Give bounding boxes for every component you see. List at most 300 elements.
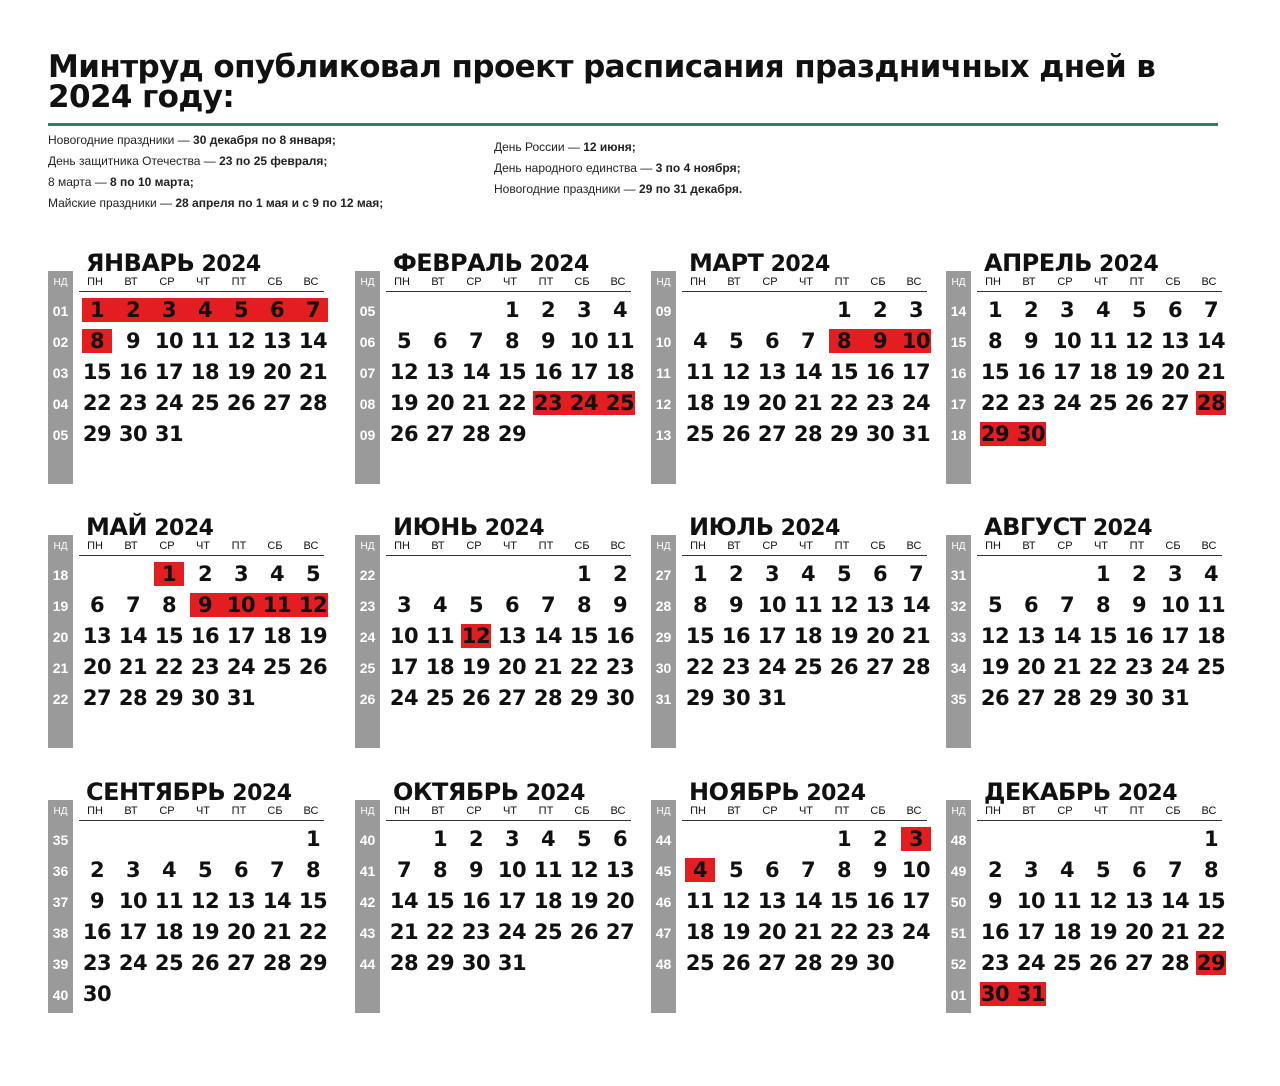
weekday-label: ЧТ [1093,276,1109,288]
weekday-label: ПТ [1129,540,1145,552]
day-cell: 6 [872,562,888,586]
day-cell: 11 [605,329,635,353]
day-cell: 19 [569,889,599,913]
day-cell: 12 [389,360,419,384]
day-cell: 28 [1196,391,1226,415]
month-name: ИЮЛЬ [689,513,774,541]
day-cell: 16 [533,360,563,384]
weekday-label: ВТ [431,805,445,817]
week-number: 11 [656,365,671,381]
month-year: 2024 [194,252,261,277]
weekday-label: ПТ [231,540,247,552]
day-cell: 27 [262,391,292,415]
day-cell: 16 [980,920,1010,944]
weekday-divider [79,291,324,292]
day-cell: 10 [757,593,787,617]
day-cell: 16 [1016,360,1046,384]
week-number: 51 [950,925,967,941]
week-number: 03 [52,365,69,381]
week-number: 18 [52,567,69,583]
month-year: 2024 [477,516,545,541]
day-cell: 4 [432,593,448,617]
day-cell: 2 [540,298,556,322]
day-cell: 29 [1196,951,1226,975]
day-cell: 22 [154,655,184,679]
week-number: 04 [52,396,69,412]
week-number: 50 [950,894,967,910]
week-number: 48 [655,956,672,972]
day-cell: 15 [829,360,859,384]
day-cell: 5 [233,298,249,322]
day-cell: 16 [865,360,895,384]
day-cell: 21 [461,391,491,415]
day-cell: 18 [533,889,563,913]
day-cell: 5 [987,593,1003,617]
day-cell: 19 [389,391,419,415]
week-number-header: НД [53,541,68,552]
day-cell: 26 [226,391,256,415]
day-cell: 24 [226,655,256,679]
day-cell: 27 [497,686,527,710]
weekday-label: ПН [690,805,706,817]
day-cell: 2 [125,298,141,322]
day-cell: 3 [576,298,592,322]
week-number: 22 [359,567,376,583]
day-cell: 29 [425,951,455,975]
note-row [48,151,383,172]
note-value: 3 по 4 ноября; [655,161,741,175]
day-cell: 22 [980,391,1010,415]
weekday-divider [79,820,324,821]
week-number: 17 [950,396,967,412]
day-cell: 14 [793,360,823,384]
day-cell: 1 [836,827,852,851]
day-cell: 3 [125,858,141,882]
day-cell: 5 [728,329,744,353]
day-cell: 18 [1196,624,1226,648]
day-cell: 14 [901,593,931,617]
day-cell: 5 [576,827,592,851]
week-number: 49 [950,863,967,879]
note-row [48,193,383,214]
day-cell: 16 [865,889,895,913]
day-cell: 29 [82,422,112,446]
day-cell: 28 [1052,686,1082,710]
day-cell: 2 [1023,298,1039,322]
week-number: 09 [655,303,672,319]
day-cell: 12 [980,624,1010,648]
day-cell: 18 [262,624,292,648]
week-number: 47 [655,925,672,941]
day-cell: 24 [118,951,148,975]
day-cell: 12 [461,624,491,648]
week-number: 07 [359,365,376,381]
day-cell: 21 [1196,360,1226,384]
day-cell: 28 [901,655,931,679]
day-cell: 11 [685,360,715,384]
day-cell: 17 [1160,624,1190,648]
day-cell: 25 [533,920,563,944]
day-cell: 22 [82,391,112,415]
weekday-label: СР [1057,805,1073,817]
day-cell: 24 [389,686,419,710]
day-cell: 26 [721,951,751,975]
weekday-divider [386,820,631,821]
weekday-label: ПТ [1129,276,1145,288]
day-cell: 9 [197,593,213,617]
day-cell: 20 [757,920,787,944]
week-number: 41 [359,863,376,879]
weekday-label: СБ [870,276,886,288]
day-cell: 21 [298,360,328,384]
day-cell: 28 [461,422,491,446]
weekday-label: СБ [870,540,886,552]
day-cell: 25 [1052,951,1082,975]
week-number-header: НД [360,806,375,817]
day-cell: 7 [468,329,484,353]
weekday-label: ПН [394,540,410,552]
weekday-label: ЧТ [798,276,814,288]
day-cell: 4 [161,858,177,882]
week-number: 32 [950,598,967,614]
day-cell: 3 [908,827,924,851]
day-cell: 6 [1023,593,1039,617]
day-cell: 16 [1124,624,1154,648]
note-value: 12 июня; [583,140,636,154]
weekday-label: ВТ [431,276,445,288]
day-cell: 28 [298,391,328,415]
week-number: 09 [359,427,376,443]
day-cell: 3 [396,593,412,617]
day-cell: 3 [161,298,177,322]
day-cell: 31 [901,422,931,446]
week-number: 27 [655,567,672,583]
week-number: 46 [655,894,672,910]
day-cell: 22 [497,391,527,415]
week-number-header: НД [360,277,375,288]
week-number-header: НД [951,806,966,817]
day-cell: 7 [908,562,924,586]
weekday-label: ВТ [124,276,138,288]
week-number: 14 [950,303,967,319]
weekday-label: ПТ [538,276,554,288]
note-value: 30 декабря по 8 января; [193,133,336,147]
month-year: 2024 [147,516,214,541]
weekday-label: ВТ [124,540,138,552]
week-number: 35 [52,832,69,848]
note-label: Новогодние праздники — [48,133,194,147]
note-label: День России — [494,140,584,154]
day-cell: 15 [82,360,112,384]
week-number: 13 [655,427,672,443]
day-cell: 27 [1124,951,1154,975]
day-cell: 31 [1016,982,1046,1006]
day-cell: 13 [605,858,635,882]
week-number: 44 [655,832,672,848]
month-name: АВГУСТ [984,513,1086,541]
day-cell: 25 [685,951,715,975]
day-cell: 8 [161,593,177,617]
day-cell: 16 [82,920,112,944]
month-name: ДЕКАБРЬ [984,778,1111,806]
weekday-label: СБ [267,805,283,817]
weekday-label: ПН [87,276,103,288]
day-cell: 22 [569,655,599,679]
day-cell: 13 [1016,624,1046,648]
page-title: Минтруд опубликовал проект расписания праздничных дней в 2024 году: [48,49,1156,115]
day-cell: 27 [757,951,787,975]
day-cell: 5 [468,593,484,617]
note-row [494,137,742,158]
week-number: 10 [655,334,672,350]
day-cell: 28 [793,422,823,446]
day-cell: 26 [1124,391,1154,415]
day-cell: 16 [461,889,491,913]
month-block [651,777,941,1017]
day-cell: 20 [497,655,527,679]
month-block [355,248,645,488]
weekday-label: СР [762,540,778,552]
note-value: 8 по 10 марта; [110,175,194,189]
weekday-label: ЧТ [502,540,518,552]
day-cell: 24 [1160,655,1190,679]
weekday-label: ВТ [1022,805,1036,817]
day-cell: 14 [298,329,328,353]
day-cell: 12 [1088,889,1118,913]
weekday-label: ВТ [1022,276,1036,288]
week-number: 35 [950,691,967,707]
day-cell: 23 [865,391,895,415]
day-cell: 7 [1167,858,1183,882]
day-cell: 23 [721,655,751,679]
day-cell: 17 [569,360,599,384]
weekday-label: СР [159,276,175,288]
week-number: 43 [359,925,376,941]
day-cell: 26 [1088,951,1118,975]
day-cell: 15 [497,360,527,384]
day-cell: 3 [233,562,249,586]
holiday-notes-right [494,137,742,200]
week-number: 38 [52,925,69,941]
day-cell: 6 [89,593,105,617]
note-row [494,158,742,179]
day-cell: 7 [1059,593,1075,617]
month-block [651,512,941,752]
weekday-label: СР [762,276,778,288]
day-cell: 1 [432,827,448,851]
day-cell: 23 [533,391,563,415]
day-cell: 10 [1160,593,1190,617]
weekday-label: ЧТ [502,805,518,817]
weekday-label: ПТ [834,540,850,552]
day-cell: 30 [1016,422,1046,446]
weekday-label: ВТ [431,540,445,552]
day-cell: 29 [829,422,859,446]
day-cell: 4 [1059,858,1075,882]
day-cell: 27 [757,422,787,446]
month-year: 2024 [773,516,840,541]
day-cell: 18 [154,920,184,944]
day-cell: 20 [1160,360,1190,384]
day-cell: 21 [1160,920,1190,944]
weekday-label: СБ [574,805,590,817]
weekday-label: ВС [906,276,922,288]
day-cell: 14 [389,889,419,913]
weekday-label: ВС [906,805,922,817]
weekday-label: ЧТ [195,540,211,552]
day-cell: 1 [1095,562,1111,586]
day-cell: 8 [504,329,520,353]
day-cell: 25 [1196,655,1226,679]
week-number-header: НД [53,806,68,817]
weekday-label: ПТ [1129,805,1145,817]
day-cell: 17 [154,360,184,384]
weekday-label: ВС [303,540,319,552]
day-cell: 26 [829,655,859,679]
weekday-label: СР [762,805,778,817]
week-number: 48 [950,832,967,848]
day-cell: 19 [721,391,751,415]
week-number: 05 [52,427,69,443]
weekday-label: ЧТ [1093,805,1109,817]
day-cell: 6 [612,827,628,851]
weekday-divider [977,820,1222,821]
weekday-label: СБ [870,805,886,817]
day-cell: 28 [389,951,419,975]
weekday-label: ВС [610,276,626,288]
weekday-label: ВС [906,540,922,552]
day-cell: 3 [504,827,520,851]
day-cell: 14 [461,360,491,384]
note-value: 28 апреля по 1 мая и с 9 по 12 мая; [175,196,384,210]
week-number: 40 [359,832,376,848]
day-cell: 23 [980,951,1010,975]
day-cell: 20 [226,920,256,944]
day-cell: 21 [262,920,292,944]
day-cell: 29 [154,686,184,710]
week-number-header: НД [656,277,671,288]
day-cell: 2 [987,858,1003,882]
weekday-label: ЧТ [195,805,211,817]
day-cell: 13 [226,889,256,913]
weekday-label: ПН [394,276,410,288]
month-block [946,248,1236,488]
day-cell: 14 [1160,889,1190,913]
day-cell: 30 [980,982,1010,1006]
week-number: 37 [52,894,69,910]
day-cell: 11 [154,889,184,913]
day-cell: 15 [1088,624,1118,648]
note-label: День народного единства — [494,161,656,175]
day-cell: 4 [540,827,556,851]
day-cell: 13 [425,360,455,384]
day-cell: 3 [1023,858,1039,882]
day-cell: 22 [298,920,328,944]
day-cell: 22 [685,655,715,679]
weekday-divider [79,555,324,556]
day-cell: 9 [1131,593,1147,617]
week-number: 15 [950,334,967,350]
month-block [48,248,338,488]
week-number: 19 [52,598,69,614]
note-label: Новогодние праздники — [494,182,640,196]
day-cell: 10 [901,329,931,353]
weekday-label: ПТ [538,540,554,552]
month-year: 2024 [1110,781,1178,806]
day-cell: 27 [425,422,455,446]
day-cell: 4 [1203,562,1219,586]
day-cell: 22 [829,920,859,944]
day-cell: 26 [980,686,1010,710]
weekday-label: СР [159,805,175,817]
day-cell: 24 [154,391,184,415]
day-cell: 8 [305,858,321,882]
day-cell: 29 [685,686,715,710]
week-number-header: НД [951,277,966,288]
weekday-label: ПН [87,540,103,552]
day-cell: 27 [226,951,256,975]
day-cell: 18 [190,360,220,384]
day-cell: 18 [425,655,455,679]
day-cell: 28 [118,686,148,710]
day-cell: 8 [1203,858,1219,882]
day-cell: 20 [605,889,635,913]
weekday-label: СБ [267,276,283,288]
day-cell: 26 [190,951,220,975]
day-cell: 25 [425,686,455,710]
weekday-divider [386,291,631,292]
day-cell: 11 [533,858,563,882]
month-name: АПРЕЛЬ [984,249,1092,277]
weekday-label: ПТ [834,805,850,817]
day-cell: 13 [757,360,787,384]
day-cell: 12 [298,593,328,617]
month-name: СЕНТЯБРЬ [86,778,226,806]
day-cell: 7 [1203,298,1219,322]
day-cell: 9 [872,329,888,353]
day-cell: 12 [569,858,599,882]
day-cell: 13 [1124,889,1154,913]
day-cell: 25 [190,391,220,415]
weekday-label: СР [1057,540,1073,552]
week-number: 39 [52,956,69,972]
day-cell: 6 [1167,298,1183,322]
day-cell: 19 [461,655,491,679]
weekday-label: ПТ [231,805,247,817]
day-cell: 15 [569,624,599,648]
day-cell: 7 [269,858,285,882]
day-cell: 26 [569,920,599,944]
day-cell: 22 [829,391,859,415]
week-number: 21 [52,660,69,676]
note-label: Майские праздники — [48,196,176,210]
day-cell: 15 [298,889,328,913]
day-cell: 26 [721,422,751,446]
day-cell: 4 [800,562,816,586]
day-cell: 26 [389,422,419,446]
day-cell: 30 [865,951,895,975]
week-number: 02 [52,334,69,350]
week-number: 20 [52,629,69,645]
day-cell: 9 [1023,329,1039,353]
day-cell: 11 [1088,329,1118,353]
day-cell: 28 [1160,951,1190,975]
note-label: 8 марта — [48,175,111,189]
week-number: 42 [359,894,376,910]
day-cell: 19 [829,624,859,648]
week-number: 26 [359,691,376,707]
day-cell: 12 [1124,329,1154,353]
